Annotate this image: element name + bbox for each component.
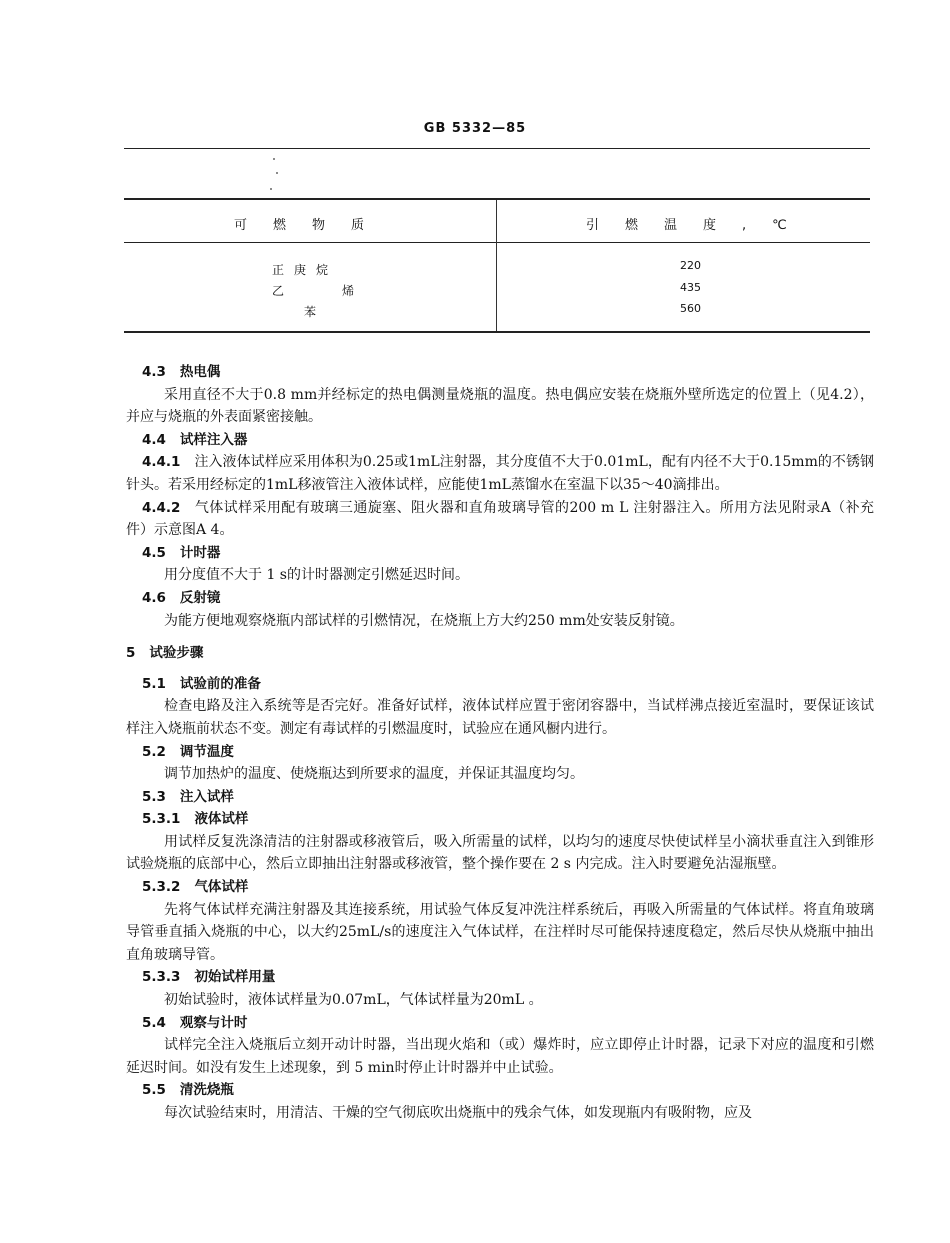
- section-heading: [126, 361, 874, 384]
- section-title: 注入试样: [179, 788, 234, 805]
- section-title: 液体试样: [194, 811, 249, 828]
- section-heading: [126, 808, 874, 831]
- section-number: 5.3.3: [142, 969, 181, 986]
- paragraph: 用试样反复洗涤清洁的注射器或移液管后，吸入所需量的试样，以均匀的速度尽快使试样呈小滴状垂直注入到锥形试验烧瓶的底部中心，然后立即抽出注射器或移液管，整个操作要在 2 s 内完成。注入时要避免沾湿瓶壁。: [126, 833, 874, 873]
- spacer: [126, 632, 874, 642]
- section-number: 4.4.1: [142, 454, 181, 471]
- section-heading: [126, 429, 874, 452]
- section-title: 清洗烧瓶: [179, 1082, 234, 1099]
- header-rule: [124, 148, 870, 149]
- table-top-rule: [124, 198, 870, 200]
- section-heading: [126, 786, 874, 809]
- table-header-temperature: 引燃温度,℃: [586, 218, 813, 233]
- section-heading: [126, 587, 874, 610]
- paragraph: 采用直径不大于0.8 mm并经标定的热电偶测量烧瓶的温度。热电偶应安装在烧瓶外壁所选定的位置上（见4.2），并应与烧瓶的外表面紧密接触。: [126, 386, 874, 426]
- table-cell-temperature: 560: [680, 302, 701, 315]
- section-number: 5.2: [142, 743, 166, 760]
- paragraph: 调节加热炉的温度、使烧瓶达到所要求的温度，并保证其温度均匀。: [164, 766, 584, 783]
- section-title: 计时器: [179, 544, 221, 561]
- section-number: 5.5: [142, 1082, 166, 1099]
- paragraph: 检查电路及注入系统等是否完好。准备好试样，液体试样应置于密闭容器中，当试样沸点接近室温时，要保证该试样注入烧瓶前状态不变。测定有毒试样的引燃温度时，试验应在通风橱内进行。: [126, 698, 874, 737]
- section-number: 4.4: [142, 431, 166, 448]
- scan-speck: [276, 172, 278, 174]
- table-cell-substance: 正庚烷: [272, 263, 339, 277]
- section-heading: [126, 966, 874, 989]
- section-title: 初始试样用量: [194, 969, 276, 986]
- section-number: 5: [126, 645, 136, 662]
- paragraph: [126, 497, 874, 542]
- paragraph-text: 气体试样采用配有玻璃三通旋塞、阻火器和直角玻璃导管的200 m L 注射器注入。所用方法见附录A（补充件）示意图A 4。: [126, 499, 874, 539]
- section-heading: [126, 876, 874, 899]
- section-title: 反射镜: [179, 589, 221, 606]
- paragraph: 用分度值不大于 1 s的计时器测定引燃延迟时间。: [164, 567, 469, 584]
- paragraph: 先将气体试样充满注射器及其连接系统，用试验气体反复冲洗注样系统后，再吸入所需量的气体试样。将直角玻璃导管垂直插入烧瓶的中心，以大约25mL/s的速度注入气体试样，在注样时尽可能保持速度稳定，然后尽快从烧瓶中抽出直角玻璃导管。: [126, 901, 874, 963]
- section-number: 5.3.2: [142, 879, 181, 896]
- standard-number: GB 5332—85: [423, 121, 527, 136]
- scan-speck: [270, 188, 272, 190]
- section-number: 4.6: [142, 589, 166, 606]
- section-title: 试验前的准备: [179, 675, 261, 692]
- section-number: 5.4: [142, 1014, 166, 1031]
- section-heading: [126, 1012, 874, 1035]
- paragraph: 为能方便地观察烧瓶内部试样的引燃情况，在烧瓶上方大约250 mm处安装反射镜。: [164, 612, 684, 629]
- paragraph-text: 注入液体试样应采用体积为0.25或1mL注射器，其分度值不大于0.01mL，配有内径不大于0.15mm的不锈钢针头。若采用经标定的1mL移液管注入液体试样，应能使1mL蒸馏水在室温下以35～40滴排出。: [126, 454, 874, 493]
- paragraph: 初始试验时，液体试样量为0.07mL，气体试样量为20mL 。: [164, 992, 543, 1009]
- section-number: 5.3: [142, 788, 166, 805]
- chapter-heading: [126, 642, 874, 665]
- section-title: 试样注入器: [179, 431, 248, 448]
- scan-speck: [273, 158, 275, 160]
- table-header-rule: [124, 242, 870, 243]
- section-title: 热电偶: [179, 364, 221, 380]
- paragraph: 试样完全注入烧瓶后立刻开动计时器，当出现火焰和（或）爆炸时，应立即停止计时器，记录下对应的温度和引燃延迟时间。如没有发生上述现象，到 5 min时停止计时器并中止试验。: [126, 1037, 874, 1076]
- table-cell-substance: 乙烯: [272, 284, 413, 298]
- table-column-divider: [496, 200, 497, 332]
- paragraph: 每次试验结束时，用清洁、干燥的空气彻底吹出烧瓶中的残余气体，如发现瓶内有吸附物，应及: [164, 1105, 752, 1121]
- section-number: 4.3: [142, 364, 166, 380]
- spacer: [126, 665, 874, 673]
- section-heading: [126, 542, 874, 565]
- table-header-substance: 可燃物质: [234, 218, 391, 233]
- section-heading: [126, 741, 874, 764]
- section-title: 观察与计时: [179, 1014, 248, 1031]
- section-title: 气体试样: [194, 879, 249, 896]
- section-number: 4.5: [142, 544, 166, 561]
- section-title: 试验步骤: [149, 645, 204, 662]
- table-cell-temperature: 435: [680, 281, 701, 294]
- table-cell-temperature: 220: [680, 259, 701, 272]
- section-number: 5.1: [142, 675, 166, 692]
- section-heading: [126, 1079, 874, 1102]
- section-number: 4.4.2: [142, 499, 181, 516]
- section-number: 5.3.1: [142, 811, 181, 828]
- section-heading: [126, 673, 874, 696]
- body-text: [126, 361, 874, 1125]
- section-title: 调节温度: [179, 743, 234, 760]
- paragraph: [126, 451, 874, 496]
- table-bottom-rule: [124, 331, 870, 333]
- table-cell-substance: 苯: [304, 305, 327, 319]
